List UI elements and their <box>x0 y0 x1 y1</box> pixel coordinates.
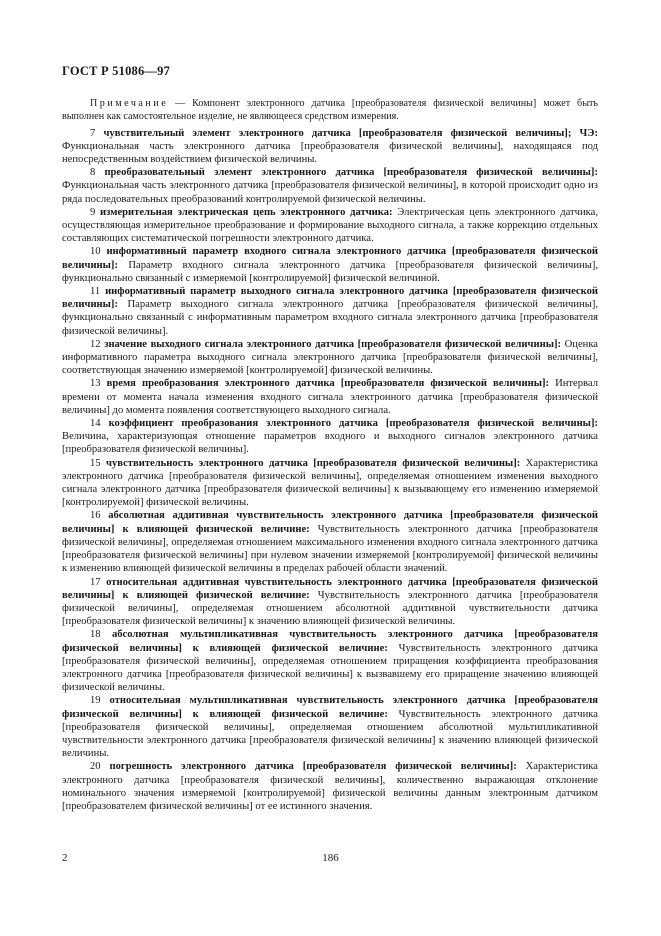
term-number: 20 <box>90 761 101 773</box>
term-name: значение выходного сигнала электронного датчика [преобразователя физической величины] <box>104 338 558 350</box>
term-number: 7 <box>90 127 96 139</box>
term-entry-11 <box>62 285 598 338</box>
document-body <box>62 98 598 813</box>
term-separator: : <box>114 259 118 271</box>
term-separator: : <box>389 206 393 218</box>
term-entry-10 <box>62 245 598 285</box>
term-entry-18 <box>62 628 598 694</box>
term-definition: Интервал времени от момента начала изменения входного сигнала электронного датчика [преобразователя физической величины] до момента появления соответствующего выходного сигнала. <box>62 378 598 416</box>
term-entry-20 <box>62 760 598 813</box>
term-entry-7 <box>62 127 598 167</box>
term-entry-8 <box>62 166 598 206</box>
term-separator: : <box>516 457 521 469</box>
term-entry-9 <box>62 206 598 246</box>
term-number: 18 <box>90 629 101 641</box>
term-entry-17 <box>62 576 598 629</box>
term-number: 19 <box>90 695 101 707</box>
term-separator: : <box>594 418 598 430</box>
term-definition: Функциональная часть электронного датчика [преобразователя физической величины], находящаяся под непосредственным воздействием физической величины. <box>62 140 598 165</box>
term-definition: Чувствительность электронного датчика [преобразователя физической величины], определяемая отношением приращения коэффициента преобразования электронного датчика [преобразователя физической величины] к вызвавшему его приращение значению влияющей физической величины. <box>62 642 598 694</box>
term-separator: : <box>114 299 118 311</box>
term-separator: : <box>384 708 388 720</box>
term-number: 13 <box>90 378 101 390</box>
page-number: 2 <box>62 852 68 864</box>
term-definition: Характеристика электронного датчика [преобразователя физической величины], количественно выражающая отклонение номинального значения измеряемой [контролируемой] физической величины данным электронным датчиком [преобразователем физической величины] от ее истинного значения. <box>62 761 598 812</box>
term-number: 9 <box>90 206 96 218</box>
term-name: информативный параметр выходного сигнала электронного датчика [преобразователя физической величины] <box>62 286 598 311</box>
term-separator: : <box>545 378 550 390</box>
term-definition: Характеристика электронного датчика [преобразователя физической величины], определяемая отношением изменения выходного сигнала электронного датчика [преобразователя физической величины] к вызывающему его изменению измеряемой [контролируемой] физической величины. <box>62 457 598 509</box>
term-name: чувствительность электронного датчика [преобразователя физической величины] <box>105 457 517 469</box>
term-definition: Параметр выходного сигнала электронного датчика [преобразователя физической величины], функционально связанный с информативным параметром входного сигнала электронного датчика [преобразователя физической величины]. <box>62 299 598 337</box>
term-number: 11 <box>90 286 101 298</box>
term-name: погрешность электронного датчика [преобразователя физической величины] <box>109 761 514 773</box>
note-text: — Компонент электронного датчика [преобразователя физической величины] может быть выполнен как самостоятельное изделие, не являющееся средством измерения. <box>62 98 598 122</box>
term-name: преобразовательный элемент электронного датчика [преобразователя физической величины] <box>104 167 595 179</box>
term-name: абсолютная мультипликативная чувствительность электронного датчика [преобразователя физической величины] к влияющей физической величине <box>62 629 598 654</box>
term-number: 17 <box>90 576 101 588</box>
term-name: относительная мультипликативная чувствительность электронного датчика [преобразователя физической величины] к влияющей физической величине <box>62 695 598 720</box>
term-definition: Электрическая цепь электронного датчика, осуществляющая измерительное преобразование и формирование выходного сигнала, а также коррекцию отдельных составляющих систематической погрешности электронного датчика. <box>62 206 598 245</box>
term-entry-14 <box>62 417 598 457</box>
term-entry-19 <box>62 694 598 760</box>
term-number: 10 <box>90 246 101 258</box>
term-definition: Чувствительность электронного датчика [преобразователя физической величины], определяемая отношением абсолютной аддитивной чувствительности датчика [преобразователя физической величины] к значению влияющей физической величины. <box>62 589 598 628</box>
term-entry-12 <box>62 338 598 378</box>
sheet-number: 186 <box>322 852 339 864</box>
term-definition: Величина, характеризующая отношение параметров входного и выходного сигналов электронного датчика [преобразователя физической величины]. <box>62 431 598 456</box>
term-separator: ; ЧЭ: <box>567 127 598 139</box>
term-number: 12 <box>90 338 101 350</box>
term-entry-13 <box>62 377 598 417</box>
term-definition: Параметр входного сигнала электронного датчика [преобразователя физической величины], функционально связанный с измеряемой [контролируемой] физической величиной. <box>62 259 598 284</box>
term-name: коэффициент преобразования электронного датчика [преобразователя физической величины] <box>108 418 595 430</box>
term-number: 8 <box>90 167 96 179</box>
term-separator: : <box>306 589 310 601</box>
term-number: 15 <box>90 457 101 469</box>
term-name: измерительная электрическая цепь электронного датчика <box>100 206 390 218</box>
term-entry-16 <box>62 509 598 575</box>
term-definition: Чувствительность электронного датчика [преобразователя физической величины], определяемая отношением абсолютной мультипликативной чувствительности электронного датчика [преобразователя физической величины] к значению влияющей физической величины. <box>62 708 598 760</box>
term-definition: Оценка информативного параметра выходного сигнала электронного датчика [преобразователя физической величины], соответствующая значению измеряемой [контролируемой] физической величины. <box>62 338 599 377</box>
term-name: чувствительный элемент электронного датчика [преобразователя физической величины] <box>103 127 568 139</box>
term-separator: : <box>594 167 598 179</box>
term-entry-15 <box>62 457 598 510</box>
term-separator: : <box>513 761 517 773</box>
term-name: абсолютная аддитивная чувствительность электронного датчика [преобразователя физической величины] к влияющей физической величине <box>62 510 598 535</box>
term-separator: : <box>384 642 388 654</box>
term-name: время преобразования электронного датчика [преобразователя физической величины] <box>106 378 546 390</box>
term-separator: : <box>557 338 562 350</box>
term-definition: Чувствительность электронного датчика [преобразователя физической величины], определяемая отношением максимального изменения входного сигнала электронного датчика [преобразователя физической величины] при нулевом значении измеряемой [контролируемой] физической величины к изменению влияющей физической величины в пределах рабочей области значений. <box>62 523 598 575</box>
term-name: относительная аддитивная чувствительность электронного датчика [преобразователя физической величины] к влияющей физической величине <box>62 576 599 601</box>
document-code: ГОСТ Р 51086—97 <box>62 64 171 78</box>
term-number: 16 <box>90 510 101 522</box>
term-definition: Функциональная часть электронного датчика [преобразователя физической величины], в которой происходит одно из ряда последовательных преобразований контролируемой физической величины. <box>62 180 598 205</box>
note-label: Примечание <box>90 98 169 109</box>
term-separator: : <box>306 523 310 535</box>
term-name: информативный параметр входного сигнала электронного датчика [преобразователя физической величины] <box>62 246 598 271</box>
term-number: 14 <box>90 418 101 430</box>
note-paragraph <box>62 98 598 124</box>
